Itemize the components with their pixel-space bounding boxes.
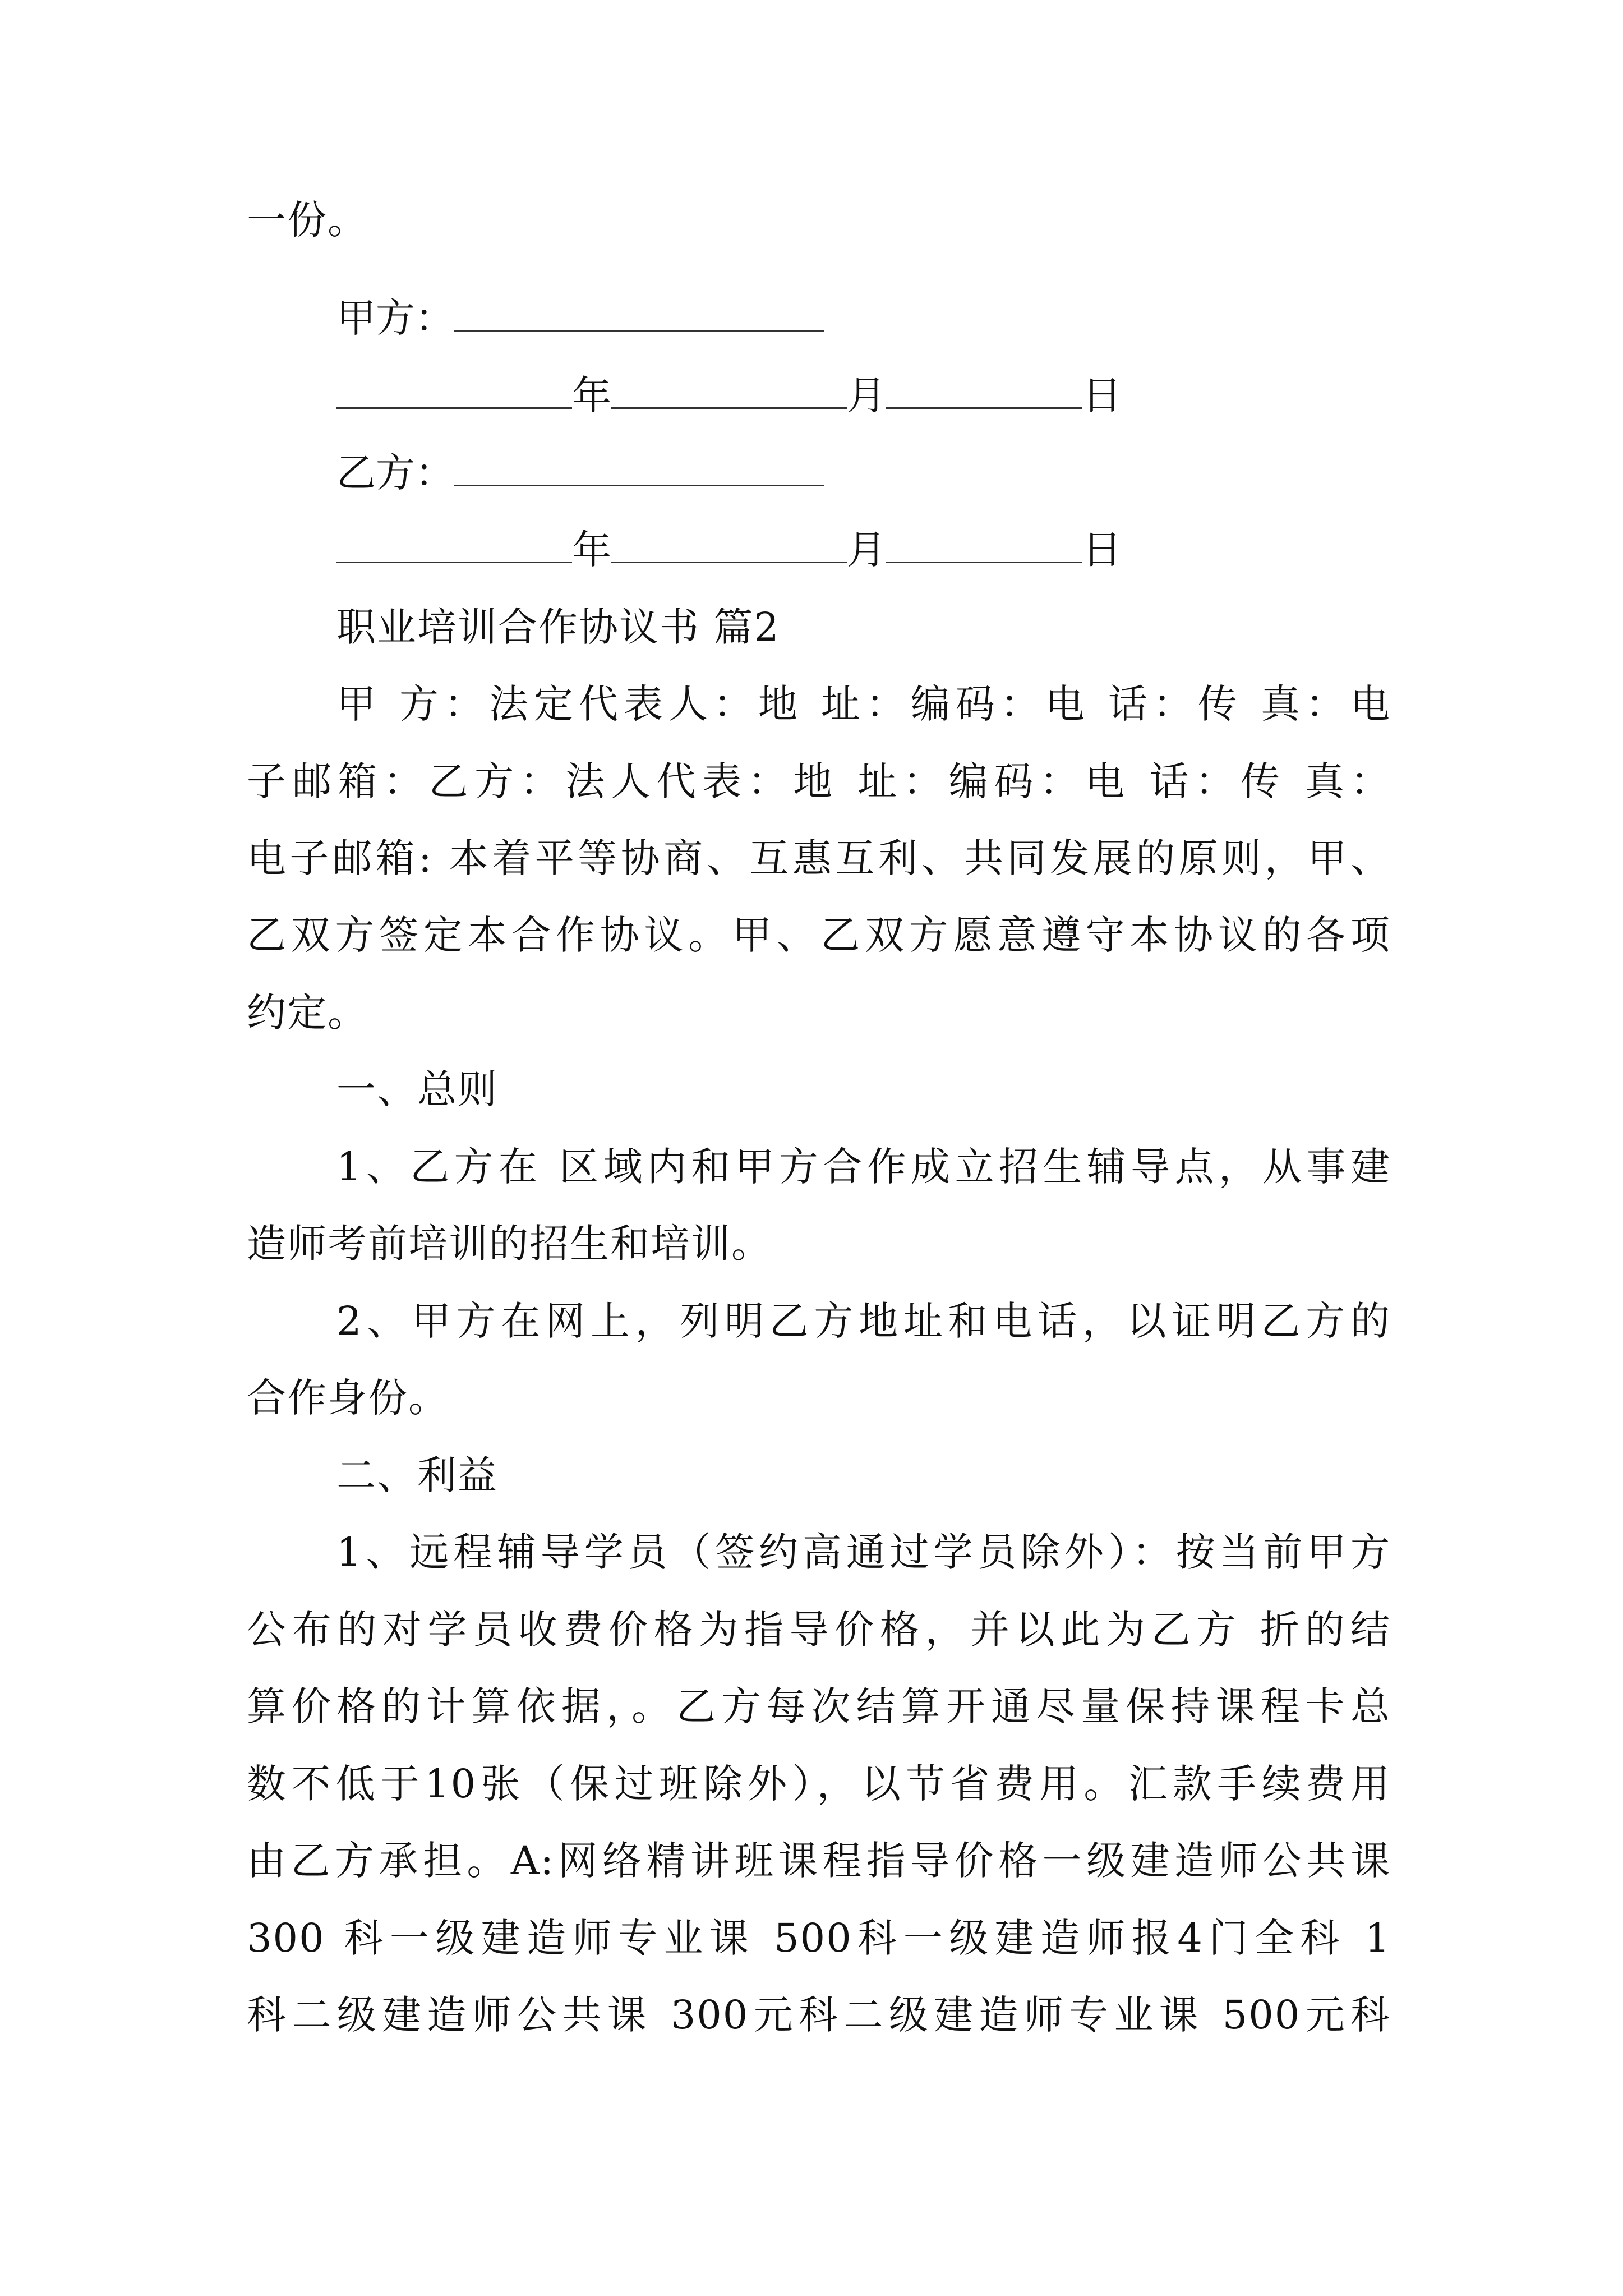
text-line: 约定。 [247,990,368,1036]
year-label: 年 [572,527,611,573]
month-label: 月 [847,527,886,573]
text-line: 电子邮箱: 本着平等协商、互惠互利、共同发展的原则，甲、 [247,835,1391,881]
text-line: 乙双方签定本合作协议。甲、乙双方愿意遵守本协议的各项 [247,912,1391,958]
text-line: 科二级建造师公共课 300元科二级建造师专业课 500元科 [247,1992,1391,2038]
text-line: 300 科一级建造师专业课 500科一级建造师报4门全科 1 [247,1915,1391,1961]
text-line: 算价格的计算依据，。乙方每次结算开通尽量保持课程卡总 [247,1683,1391,1729]
day-label: 日 [1082,372,1122,418]
party-b-label: 乙方： [336,450,454,496]
party-a-blank [454,291,824,332]
text-line: 甲 方：法定代表人：地 址：编码：电 话：传 真：电 [336,681,1391,727]
day-blank [886,522,1082,563]
text-line: 数不低于10张（保过班除外），以节省费用。汇款手续费用 [247,1761,1391,1807]
text-line: 由乙方承担。A:网络精讲班课程指导价格一级建造师公共课 [247,1838,1391,1884]
month-label: 月 [847,372,886,418]
text-line: 1、乙方在 区域内和甲方合作成立招生辅导点，从事建 [336,1144,1391,1190]
day-blank [886,368,1082,409]
text-line: 合作身份。 [247,1375,449,1421]
party-a-signature-line [336,290,824,346]
text-line: 1、远程辅导学员（签约高通过学员除外）：按当前甲方 [336,1529,1391,1575]
party-a-date-line [336,367,1122,424]
text-line: 一份。 [247,197,368,243]
section-heading: 一、总则 [336,1066,498,1112]
section-heading: 二、利益 [336,1452,498,1498]
text-line: 造师考前培训的招生和培训。 [247,1221,772,1267]
text-line: 子邮箱：乙方：法人代表：地 址：编码：电 话：传 真： [247,758,1391,804]
year-label: 年 [572,372,611,418]
section-heading: 职业培训合作协议书 篇2 [336,604,780,650]
party-b-blank [454,445,824,486]
party-b-date-line [336,522,1122,578]
day-label: 日 [1082,527,1122,573]
text-line: 2、甲方在网上，列明乙方地址和电话，以证明乙方的 [336,1298,1391,1344]
month-blank [611,368,847,409]
party-a-label: 甲方： [336,295,454,341]
text-line: 公布的对学员收费价格为指导价格，并以此为乙方 折的结 [247,1607,1391,1653]
year-blank [336,522,572,563]
year-blank [336,368,572,409]
party-b-signature-line [336,445,824,501]
month-blank [611,522,847,563]
